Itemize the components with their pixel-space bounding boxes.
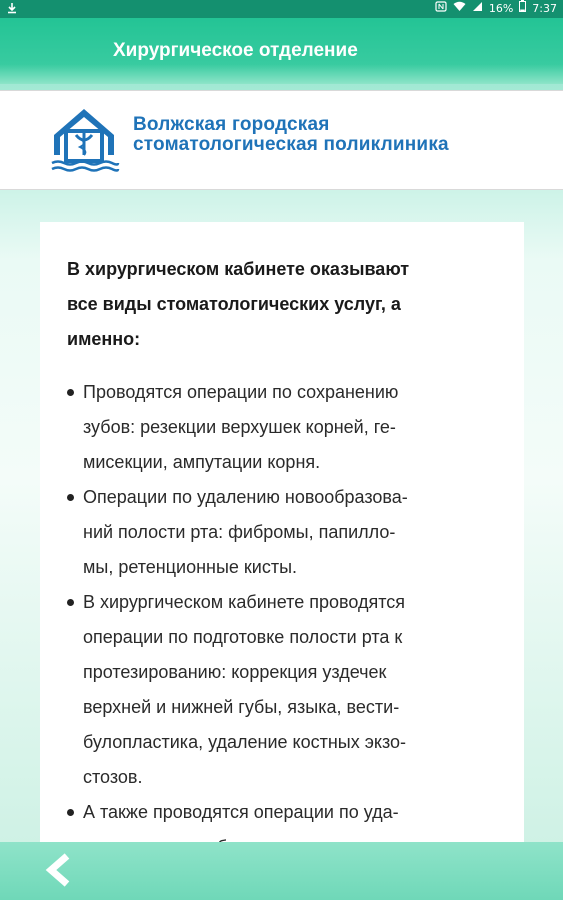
bullet-icon [67,389,74,396]
item-line: операции по подготовке полости рта к [83,627,403,647]
item-line: ний полости рта: фибромы, папилло- [83,522,396,542]
item-line: В хирургическом кабинете проводятся [83,592,405,612]
intro-line: все виды стоматологических услуг, а [67,294,401,314]
bullet-icon [67,809,74,816]
clock: 7:37 [532,2,557,15]
item-line: Проводятся операции по сохранению [83,382,399,402]
item-line: зубов: резекции верхушек корней, ге- [83,417,396,437]
intro-text [67,252,500,357]
clinic-name-line1: Волжская городская [133,114,330,135]
item-line: мисекции, ампутации корня. [83,452,321,472]
nfc-icon [435,0,447,18]
item-line: А также проводятся операции по уда- [83,802,399,822]
item-line: стозов. [83,767,143,787]
page-title: Хирургическое отделение [113,40,358,61]
logo-banner [0,90,563,190]
download-icon [6,2,18,17]
battery-icon [519,0,526,18]
app-bar [0,18,563,84]
services-list [67,375,500,865]
intro-line: именно: [67,329,141,349]
clinic-logo-icon [50,105,118,177]
signal-icon [472,0,483,18]
item-line: мы, ретенционные кисты. [83,557,298,577]
list-item [67,375,500,480]
item-line: булопластика, удаление костных экзо- [83,732,407,752]
list-item [67,480,500,585]
bullet-icon [67,599,74,606]
item-line: Операции по удалению новообразова- [83,487,408,507]
bottom-bar [0,842,563,900]
intro-line: В хирургическом кабинете оказывают [67,259,410,279]
clinic-name-line2: стоматологическая поликлиника [133,134,449,155]
status-bar [0,0,563,18]
battery-percent: 16% [488,2,514,15]
clinic-name [133,115,449,155]
item-line: протезированию: коррекция уздечек [83,662,387,682]
bullet-icon [67,494,74,501]
wifi-icon [453,0,466,18]
content-card [40,222,524,842]
chevron-left-icon [43,853,73,891]
back-button[interactable] [36,852,80,892]
list-item [67,585,500,795]
item-line: верхней и нижней губы, языка, вести- [83,697,400,717]
